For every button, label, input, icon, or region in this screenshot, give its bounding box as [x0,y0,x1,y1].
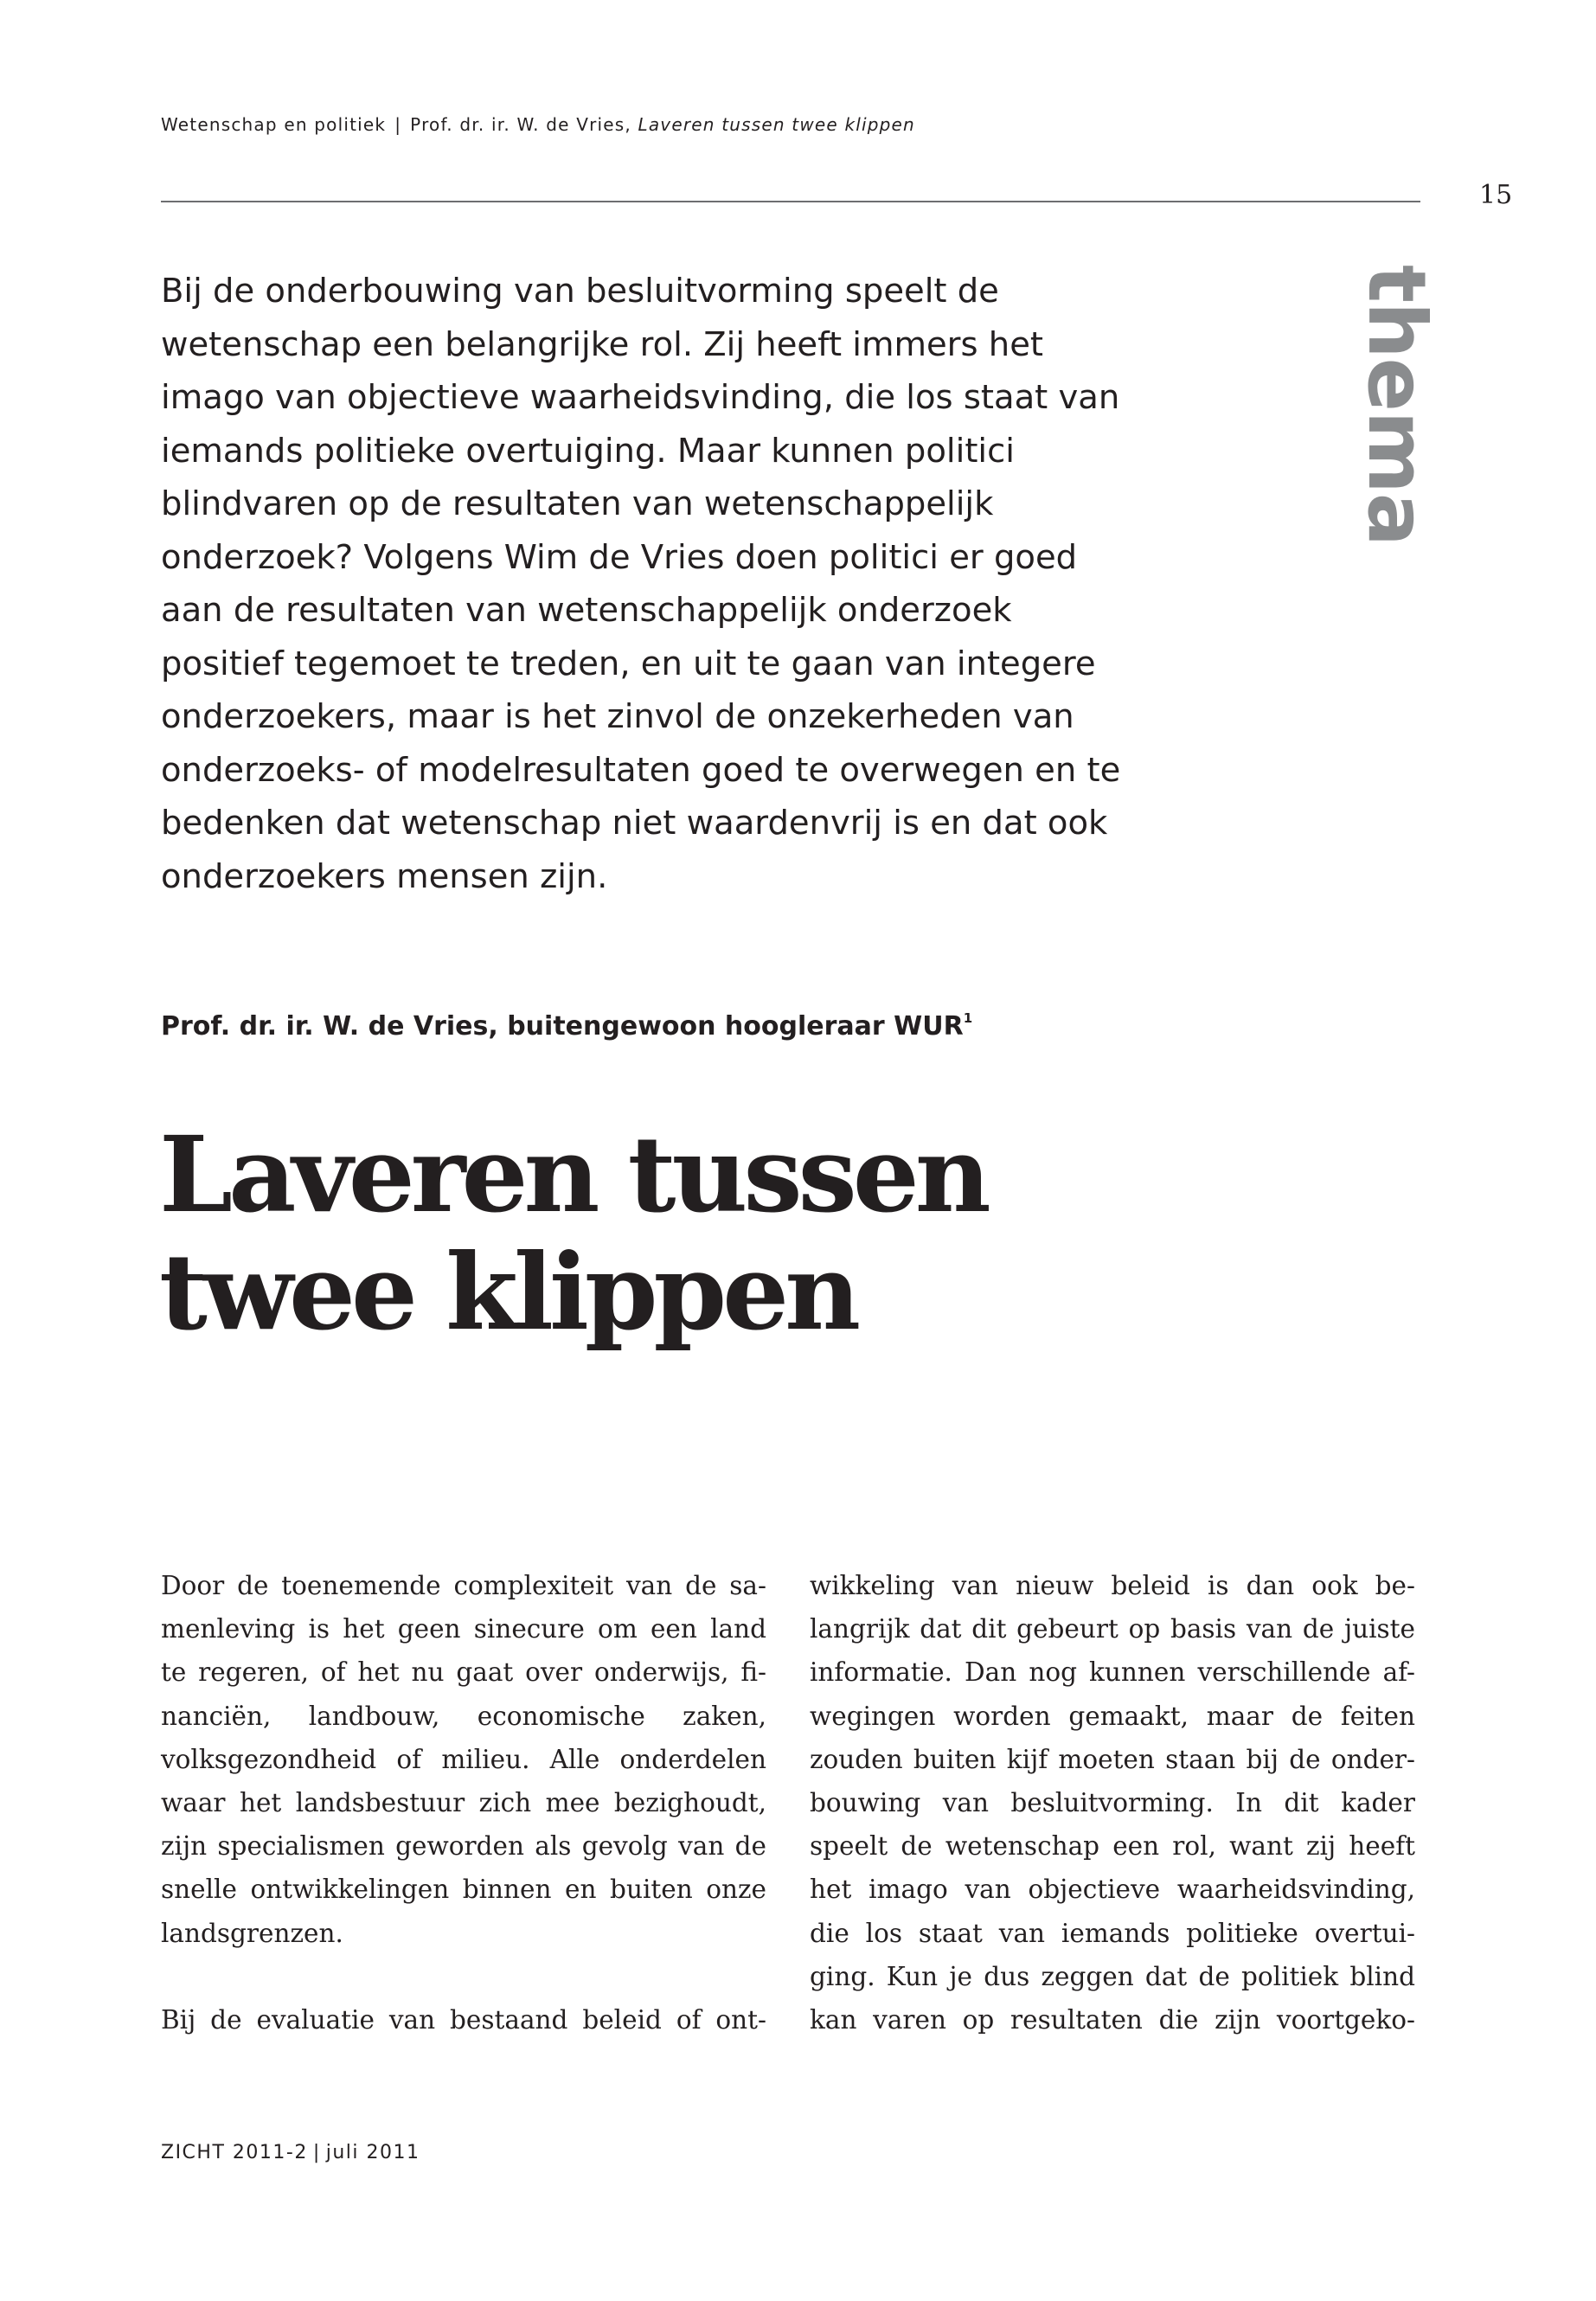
body-line: ging. Kun je dus zeggen dat de politiek blind [810,1961,1415,1991]
section-label-thema: thema [1350,265,1443,546]
byline-text: Prof. dr. ir. W. de Vries, buitengewoon hoogleraar WUR [161,1011,964,1042]
running-head-separator: | [394,114,402,135]
intro-line: iemands politieke overtuiging. Maar kunnen politici [161,431,1015,471]
intro-line: imago van objectieve waarheidsvinding, die los staat van [161,378,1120,417]
title-line: twee klippen [159,1230,857,1354]
body-line: landsgrenzen. [161,1918,343,1948]
body-line: nanciën, landbouw, economische zaken, [161,1701,766,1731]
intro-line: onderzoekers mensen zijn. [161,856,608,896]
body-line: het imago van objectieve waarheidsvinding, [810,1875,1415,1905]
body-line: menleving is het geen sinecure om een land [161,1614,766,1644]
page-number: 15 [1479,180,1513,210]
body-line: speelt de wetenschap een rol, want zij heeft [810,1831,1415,1862]
running-head-section: Wetenschap en politiek [161,114,387,135]
body-paragraph-1 [161,1564,766,1955]
intro-line: bedenken dat wetenschap niet waardenvrij is en dat ook [161,804,1108,843]
body-line: kan varen op resultaten die zijn voortgeko- [810,2005,1415,2035]
footnote-marker: 1 [963,1010,973,1026]
page-footer [161,2142,420,2163]
body-line: informatie. Dan nog kunnen verschillende af- [810,1657,1415,1688]
body-paragraph-continued [810,1564,1415,2041]
body-line: zijn specialismen geworden als gevolg van de [161,1831,766,1862]
footer-separator: | [312,2142,321,2163]
title-line: Laveren tussen [159,1112,987,1236]
body-line: wegingen worden gemaakt, maar de feiten [810,1701,1415,1731]
body-line: te regeren, of het nu gaat over onderwijs, fi- [161,1657,766,1688]
body-line: die los staat van iemands politieke overtui- [810,1918,1415,1948]
body-line: volksgezondheid of milieu. Alle onderdelen [161,1744,766,1774]
running-head-author: Prof. dr. ir. W. de Vries, [410,114,631,135]
footer-date: juli 2011 [325,2142,420,2163]
running-head-article-title: Laveren tussen twee klippen [638,114,915,135]
author-byline [161,1010,972,1042]
body-column-right [810,1564,1415,2041]
body-line: waar het landsbestuur zich mee bezighoudt, [161,1788,766,1818]
intro-line: onderzoeks- of modelresultaten goed te overwegen en te [161,750,1121,790]
intro-line: positief tegemoet te treden, en uit te gaan van integere [161,644,1096,683]
intro-paragraph [161,265,1130,903]
body-line: wikkeling van nieuw beleid is dan ook be- [810,1571,1415,1600]
intro-line: onderzoek? Volgens Wim de Vries doen politici er goed [161,537,1078,577]
intro-line: wetenschap een belangrijke rol. Zij heeft immers het [161,324,1043,364]
body-line: Bij de evaluatie van bestaand beleid of ont- [161,2004,766,2035]
paragraph-gap [161,1955,766,1998]
intro-line: blindvaren op de resultaten van wetenschappelijk [161,484,994,523]
body-column-left [161,1564,766,2041]
intro-line: Bij de onderbouwing van besluitvorming speelt de [161,272,999,311]
footer-journal: ZICHT 2011-2 [161,2142,308,2163]
intro-line: onderzoekers, maar is het zinvol de onzekerheden van [161,697,1074,736]
body-line: snelle ontwikkelingen binnen en buiten onze [161,1875,766,1905]
body-line: zouden buiten kijf moeten staan bij de onder- [810,1744,1415,1774]
body-line: langrijk dat dit gebeurt op basis van de juiste [810,1614,1415,1644]
body-line: Door de toenemende complexiteit van de sa- [161,1571,766,1600]
body-line: bouwing van besluitvorming. In dit kader [810,1788,1415,1818]
header-rule [161,201,1420,202]
article-title [159,1112,987,1354]
body-paragraph-2 [161,1998,766,2041]
running-head [161,114,915,135]
intro-line: aan de resultaten van wetenschappelijk onderzoek [161,591,1012,630]
